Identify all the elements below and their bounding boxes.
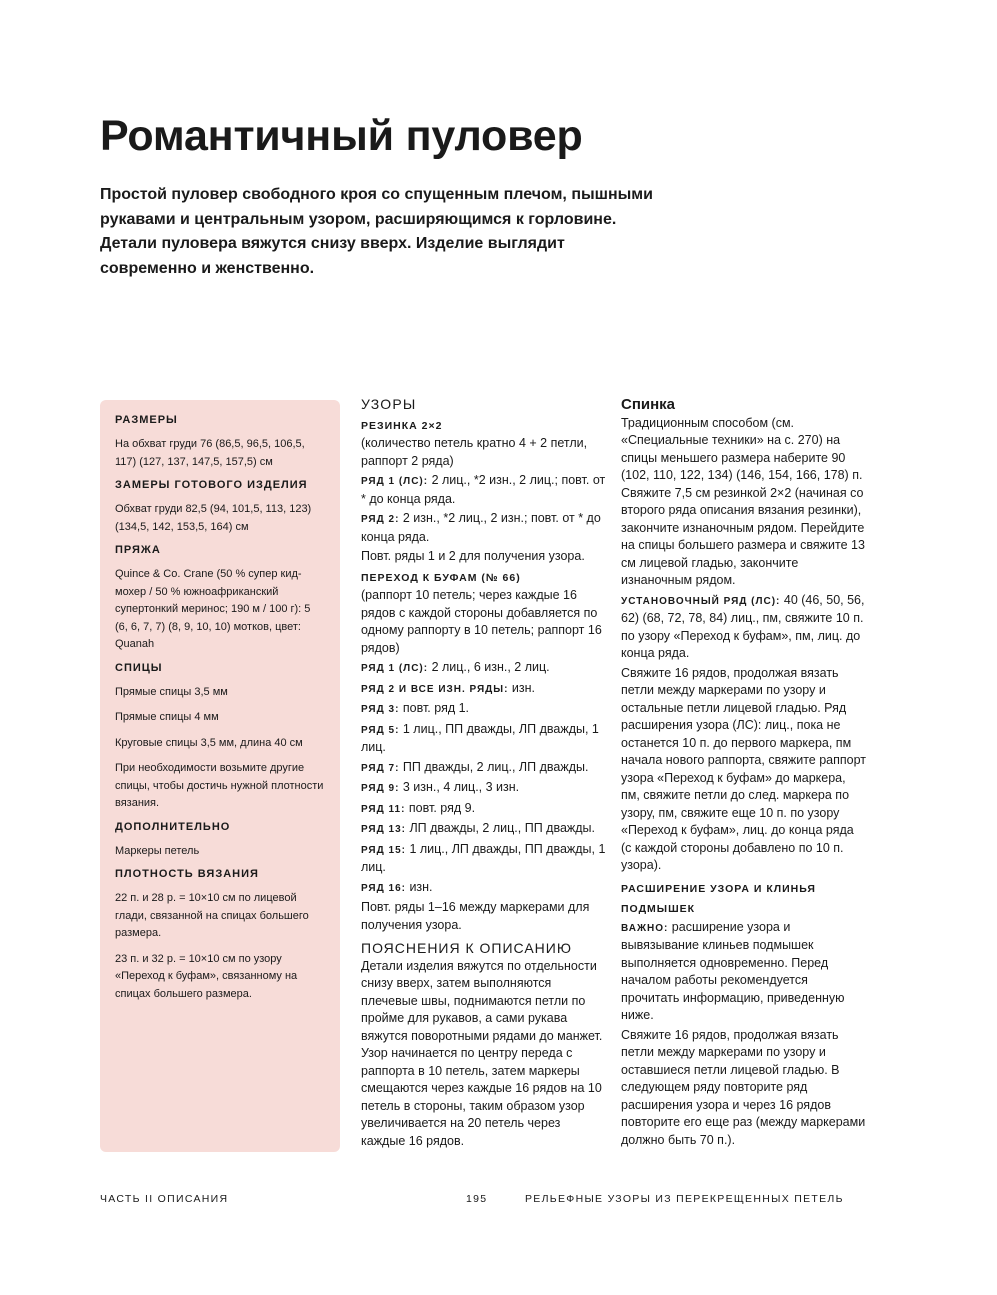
row-text: повт. ряд 9. <box>405 800 476 815</box>
notes-text: Детали изделия вяжутся по отдельности снизу вверх, затем выполняются плечевые швы, поднимаются петли по пройме для рукавов, а сами рукава вяжутся поворотными рядами до манжет. Узор начинается по центру переда с раппорта в 10 петель, затем маркеры смещаются через каждые 16 рядов на 10 петель в стороны, таким образом узор увеличивается на 20 петель через каждые 16 рядов. <box>361 958 603 1148</box>
needles-note: При необходимости возьмите другие спицы, чтобы достичь нужной плотности вязания. <box>115 762 324 809</box>
finished-heading: ЗАМЕРЫ ГОТОВОГО ИЗДЕЛИЯ <box>115 479 308 491</box>
patterns-column <box>361 396 606 1152</box>
needles-item-1: Прямые спицы 3,5 мм <box>115 685 228 698</box>
row-text: 2 лиц., *2 изн., 2 лиц.; повт. от * до конца ряда. <box>361 473 606 506</box>
row-label: РЯД 2 И ВСЕ ИЗН. РЯДЫ: <box>361 683 509 695</box>
row-label: УСТАНОВОЧНЫЙ РЯД (ЛС): <box>621 595 781 607</box>
puff-row-16 <box>361 879 606 898</box>
page-number: 195 <box>466 1193 488 1205</box>
puff-row-3 <box>361 700 606 719</box>
back-heading: Спинка <box>621 396 676 413</box>
row-label: РЯД 2: <box>361 514 400 525</box>
gauge-item-1: 22 п. и 28 р. = 10×10 см по лицевой глади, связанной на спицах большего размера. <box>115 892 309 939</box>
needles-item-2: Прямые спицы 4 мм <box>115 711 219 723</box>
row-label: РЯД 5: <box>361 724 400 736</box>
back-paragraph-3: Свяжите 16 рядов, продолжая вязать петли между маркерами по узору и оставшиеся петли лицевой гладью. В следующем ряду повторите ряд расширения узора и через 16 рядов повторите его еще раз (между маркерами должно быть 70 п.). <box>621 1027 866 1147</box>
yarn-heading: ПРЯЖА <box>115 544 161 556</box>
back-paragraph-2: Свяжите 16 рядов, продолжая вязать петли между маркерами по узору и остальные петли лицевой гладью. Ряд расширения узора (ЛС): лиц., пока не останется 10 п. до первого маркера, пм начала нового раппорта, свяжите раппорт узора «Переход к буфам» до маркера, пм, свяжите петли до след. маркера по узору, пм, свяжите еще 10 п. по узору «Переход к буфам», лиц. до конца ряда (с каждой стороны добавлено по 10 п. узора). <box>621 665 867 872</box>
row-text: изн. <box>508 680 535 695</box>
row-label: РЯД 16: <box>361 882 406 894</box>
puff-row-7 <box>361 759 606 778</box>
expand-heading: РАСШИРЕНИЕ УЗОРА И КЛИНЬЯ ПОДМЫШЕК <box>621 882 816 915</box>
row-text: 2 изн., *2 лиц., 2 изн.; повт. от * до конца ряда. <box>361 511 601 544</box>
puff-row-15 <box>361 841 606 877</box>
row-label: РЯД 13: <box>361 824 406 835</box>
footer-section: ЧАСТЬ II ОПИСАНИЯ <box>100 1193 229 1205</box>
row-label: РЯД 15: <box>361 844 406 856</box>
row-text: 1 лиц., ПП дважды, ЛП дважды, 1 лиц. <box>361 721 599 754</box>
back-column <box>621 396 866 1151</box>
rib-intro: (количество петель кратно 4 + 2 петли, раппорт 2 ряда) <box>361 436 588 468</box>
row-label: РЯД 1 (ЛС): <box>361 476 429 487</box>
rib-row-1 <box>361 472 606 508</box>
row-label: РЯД 1 (ЛС): <box>361 663 429 674</box>
rib-heading: РЕЗИНКА 2×2 <box>361 419 443 432</box>
row-text: изн. <box>405 879 433 894</box>
patterns-heading: УЗОРЫ <box>361 396 417 412</box>
row-label: РЯД 3: <box>361 704 400 715</box>
row-text: 1 лиц., ЛП дважды, ПП дважды, 1 лиц. <box>361 841 606 874</box>
row-label: РЯД 9: <box>361 783 400 794</box>
gauge-heading: ПЛОТНОСТЬ ВЯЗАНИЯ <box>115 868 259 880</box>
rib-repeat: Повт. ряды 1 и 2 для получения узора. <box>361 549 585 563</box>
gauge-item-2: 23 п. и 32 р. = 10×10 см по узору «Переход к буфам», связанному на спицах большего размера. <box>115 952 298 1000</box>
puff-row-9 <box>361 779 606 798</box>
row-text: ПП дважды, 2 лиц., ЛП дважды. <box>399 759 589 774</box>
info-sidebar <box>100 400 340 1152</box>
row-text: 40 (46, 50, 56, 62) (68, 72, 78, 84) лиц., пм, свяжите 10 п. по узору «Переход к буфам», пм, лиц. до конца ряда. <box>621 592 865 660</box>
rib-row-2 <box>361 510 606 546</box>
footer-chapter: РЕЛЬЕФНЫЕ УЗОРЫ ИЗ ПЕРЕКРЕЩЕННЫХ ПЕТЕЛЬ <box>525 1193 844 1205</box>
row-label: ВАЖНО: <box>621 922 669 934</box>
notes-heading: ПОЯСНЕНИЯ К ОПИСАНИЮ <box>361 940 573 956</box>
extra-text: Маркеры петель <box>115 844 200 857</box>
row-text: 3 изн., 4 лиц., 3 изн. <box>399 780 520 794</box>
yarn-text: Quince & Co. Crane (50 % супер кид-мохер / 50 % южноафриканский супертонкий меринос; 190 м / 100 г): 5 (6, 6, 7, 7) (8, 9, 10, 10) мотков, цвет: Quanah <box>115 568 311 650</box>
setup-row <box>621 592 866 663</box>
extra-heading: ДОПОЛНИТЕЛЬНО <box>115 820 231 833</box>
needles-item-3: Круговые спицы 3,5 мм, длина 40 см <box>115 736 303 749</box>
row-text: ЛП дважды, 2 лиц., ПП дважды. <box>405 821 596 835</box>
row-text: расширение узора и вывязывание клиньев подмышек выполняется одновременно. Перед началом работы рекомендуется прочитать информацию, приведенную ниже. <box>621 919 845 1022</box>
row-label: РЯД 7: <box>361 762 400 774</box>
sizes-text: На обхват груди 76 (86,5, 96,5, 106,5, 117) (127, 137, 147,5, 157,5) см <box>115 438 305 468</box>
puff-intro: (раппорт 10 петель; через каждые 16 рядов с каждой стороны добавляется по одному раппорту в 10 петель; раппорт 16 рядов) <box>361 588 602 655</box>
puff-row-11 <box>361 800 606 819</box>
intro-text: Простой пуловер свободного кроя со спущенным плечом, пышными рукавами и центральным узором, расширяющимся к горловине. Детали пуловера вяжутся снизу вверх. Изделие выглядит современно и женственно. <box>100 186 653 277</box>
puff-repeat: Повт. ряды 1–16 между маркерами для получения узора. <box>361 900 590 932</box>
important-note <box>621 919 866 1025</box>
row-label: РЯД 11: <box>361 803 406 815</box>
puff-row-1 <box>361 659 606 678</box>
row-text: повт. ряд 1. <box>399 701 470 715</box>
row-text: 2 лиц., 6 изн., 2 лиц. <box>428 660 550 674</box>
puff-row-2 <box>361 680 606 699</box>
page-title: Романтичный пуловер <box>100 112 583 160</box>
puff-row-13 <box>361 820 606 839</box>
sizes-heading: РАЗМЕРЫ <box>115 414 178 426</box>
needles-heading: СПИЦЫ <box>115 661 163 674</box>
finished-text: Обхват груди 82,5 (94, 101,5, 113, 123) (134,5, 142, 153,5, 164) см <box>115 503 312 533</box>
puff-heading: ПЕРЕХОД К БУФАМ (№ 66) <box>361 571 521 584</box>
back-paragraph-1: Традиционным способом (см. «Специальные техники» на с. 270) на спицы меньшего размера наберите 90 (102, 110, 122, 134) (146, 154, 166, 178) п. Свяжите 7,5 см резинкой 2×2 (начиная со второго ряда описания вязания резинки), закончите изнаночным рядом. Перейдите на спицы большего размера и свяжите 13 см лицевой гладью, закончите изнаночным рядом. <box>621 415 865 587</box>
puff-row-5 <box>361 721 606 757</box>
